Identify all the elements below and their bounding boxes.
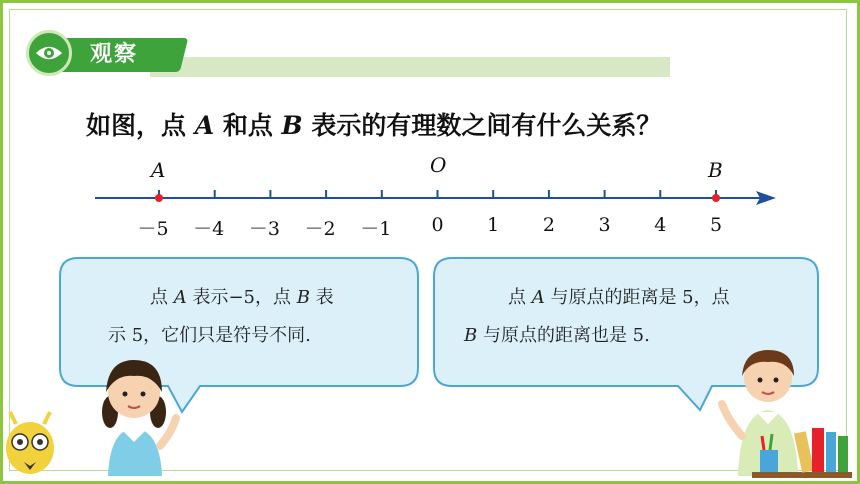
label-b: B xyxy=(708,158,723,182)
girl-illustration xyxy=(102,360,176,476)
tick-label: －2 xyxy=(304,218,336,240)
question-point-b: B xyxy=(281,111,303,140)
tick-label: 3 xyxy=(598,214,611,236)
tick-label: 1 xyxy=(487,214,500,236)
question-point-a: A xyxy=(194,111,215,140)
bubble-left-line1: 点 A 表示−5，点 B 表 xyxy=(150,287,334,308)
question-part1: 如图，点 xyxy=(86,111,195,140)
tick-label: －3 xyxy=(248,218,280,240)
bubble-right-line1: 点 A 与原点的距离是 5，点 xyxy=(508,287,730,308)
label-origin: O xyxy=(430,153,447,177)
label-a: A xyxy=(151,158,166,182)
mascot-illustration xyxy=(6,412,54,474)
question-part2: 和点 xyxy=(214,111,282,140)
bubble-left-line2: 示 5，它们只是符号不同. xyxy=(108,325,311,346)
tick-label: －4 xyxy=(193,218,225,240)
tick-label: 0 xyxy=(431,214,444,236)
tick-label: 2 xyxy=(542,214,555,236)
section-title: 观察 xyxy=(90,42,139,67)
question-part3: 表示的有理数之间有什么关系？ xyxy=(302,111,662,140)
tick-label: 5 xyxy=(709,214,723,236)
tick-label: －5 xyxy=(137,218,169,240)
tick-label: －1 xyxy=(360,218,392,240)
tick-label: 4 xyxy=(654,214,667,236)
bubble-right-line2: B 与原点的距离也是 5. xyxy=(464,325,650,346)
